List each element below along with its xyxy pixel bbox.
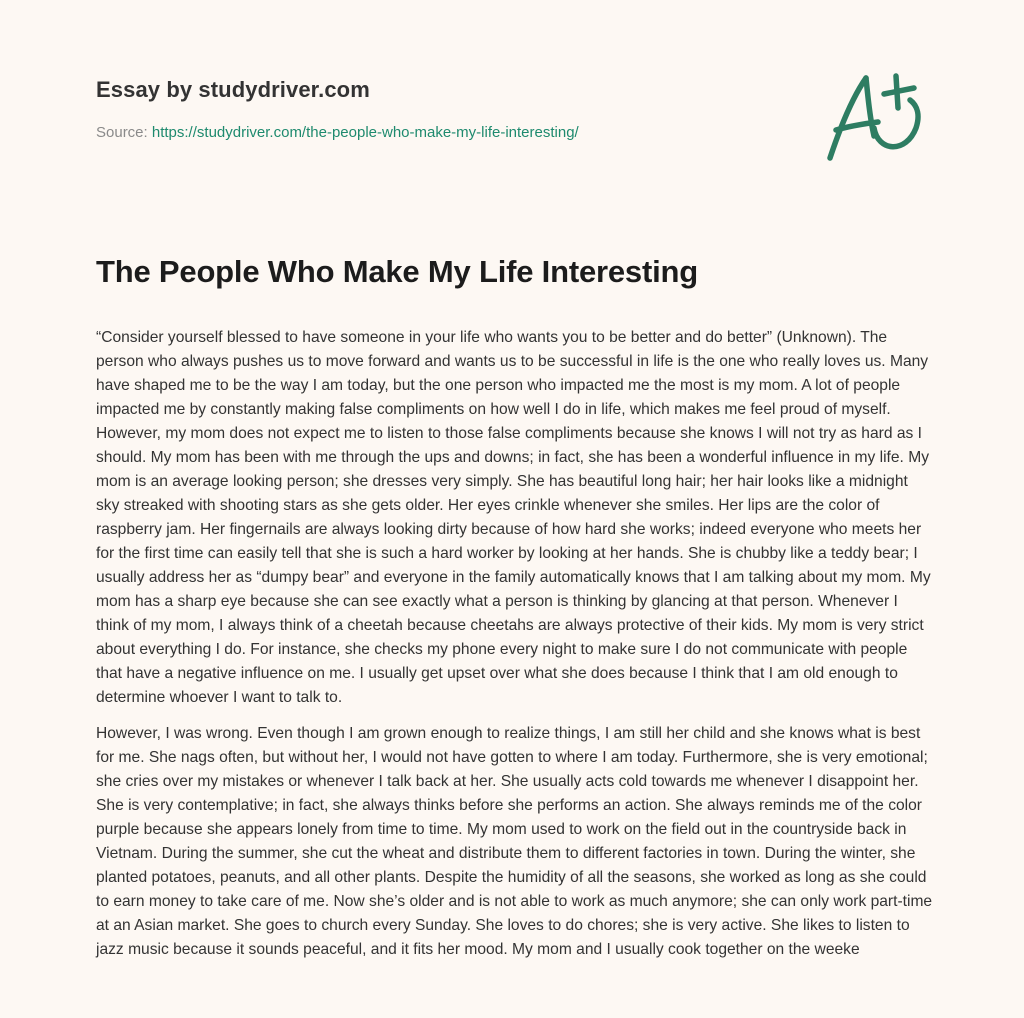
essay-body [96, 326, 934, 974]
brand-title: Essay by studydriver.com [96, 77, 370, 102]
source-link[interactable]: https://studydriver.com/the-people-who-make-my-life-interesting/ [151, 124, 579, 141]
source-label: Source: [96, 124, 152, 141]
essay-paragraph: However, I was wrong. Even though I am grown enough to realize things, I am still her child and she knows what is best for me. She nags often, but without her, I would not have gotten to where I am today. Furthermore, she is very emotional; she cries over my mistakes or whenever I talk back at her. She usually acts cold towards me whenever I disappoint her. She is very contemplative; in fact, she always thinks before she performs an action. She always reminds me of the color purple because she appears lonely from time to time. My mom used to work on the field out in the countryside back in Vietnam. During the summer, she cut the wheat and distribute them to different factories in town. During the winter, she planted potatoes, peanuts, and all other plants. Despite the humidity of all the seasons, she worked as long as she could to earn money to take care of me. Now she’s older and is not able to work as much anymore; she can only work part-time at an Asian market. She goes to church every Sunday. She loves to do chores; she is very active. She likes to listen to jazz music because it sounds peaceful, and it fits her mood. My mom and I usually cook together on the weeke [96, 725, 933, 958]
article-title: The People Who Make My Life Interesting [96, 254, 698, 289]
essay-paragraph: “Consider yourself blessed to have someone in your life who wants you to be better and do better” (Unknown). The person who always pushes us to move forward and wants us to be successful in life is the one who really loves us. Many have shaped me to be the way I am today, but the one person who impacted me the most is my mom. A lot of people impacted me by constantly making false compliments on how well I do in life, which makes me feel proud of myself. However, my mom does not expect me to listen to those false compliments because she knows I will not try as hard as I should. My mom has been with me through the ups and downs; in fact, she has been a wonderful influence in my life. My mom is an average looking person; she dresses very simply. She has beautiful long hair; her hair looks like a midnight sky streaked with shooting stars as she gets older. Her eyes crinkle whenever she smiles. Her lips are the color of raspberry jam. Her fingernails are always looking dirty because of how hard she works; indeed everyone who meets her for the first time can easily tell that she is such a hard worker by looking at her hands. She is chubby like a teddy bear; I usually address her as “dumpy bear” and everyone in the family automatically knows that I am talking about my mom. My mom has a sharp eye because she can see exactly what a person is thinking by glancing at that person. Whenever I think of my mom, I always think of a cheetah because cheetahs are always protective of their kids. My mom is very strict about everything I do. For instance, she checks my phone every night to make sure I do not communicate with people that have a negative influence on me. I usually get upset over what she does because I think that I am old enough to determine whoever I want to talk to. [96, 329, 931, 706]
a-plus-grade-icon [822, 68, 926, 164]
source-line [96, 123, 579, 143]
